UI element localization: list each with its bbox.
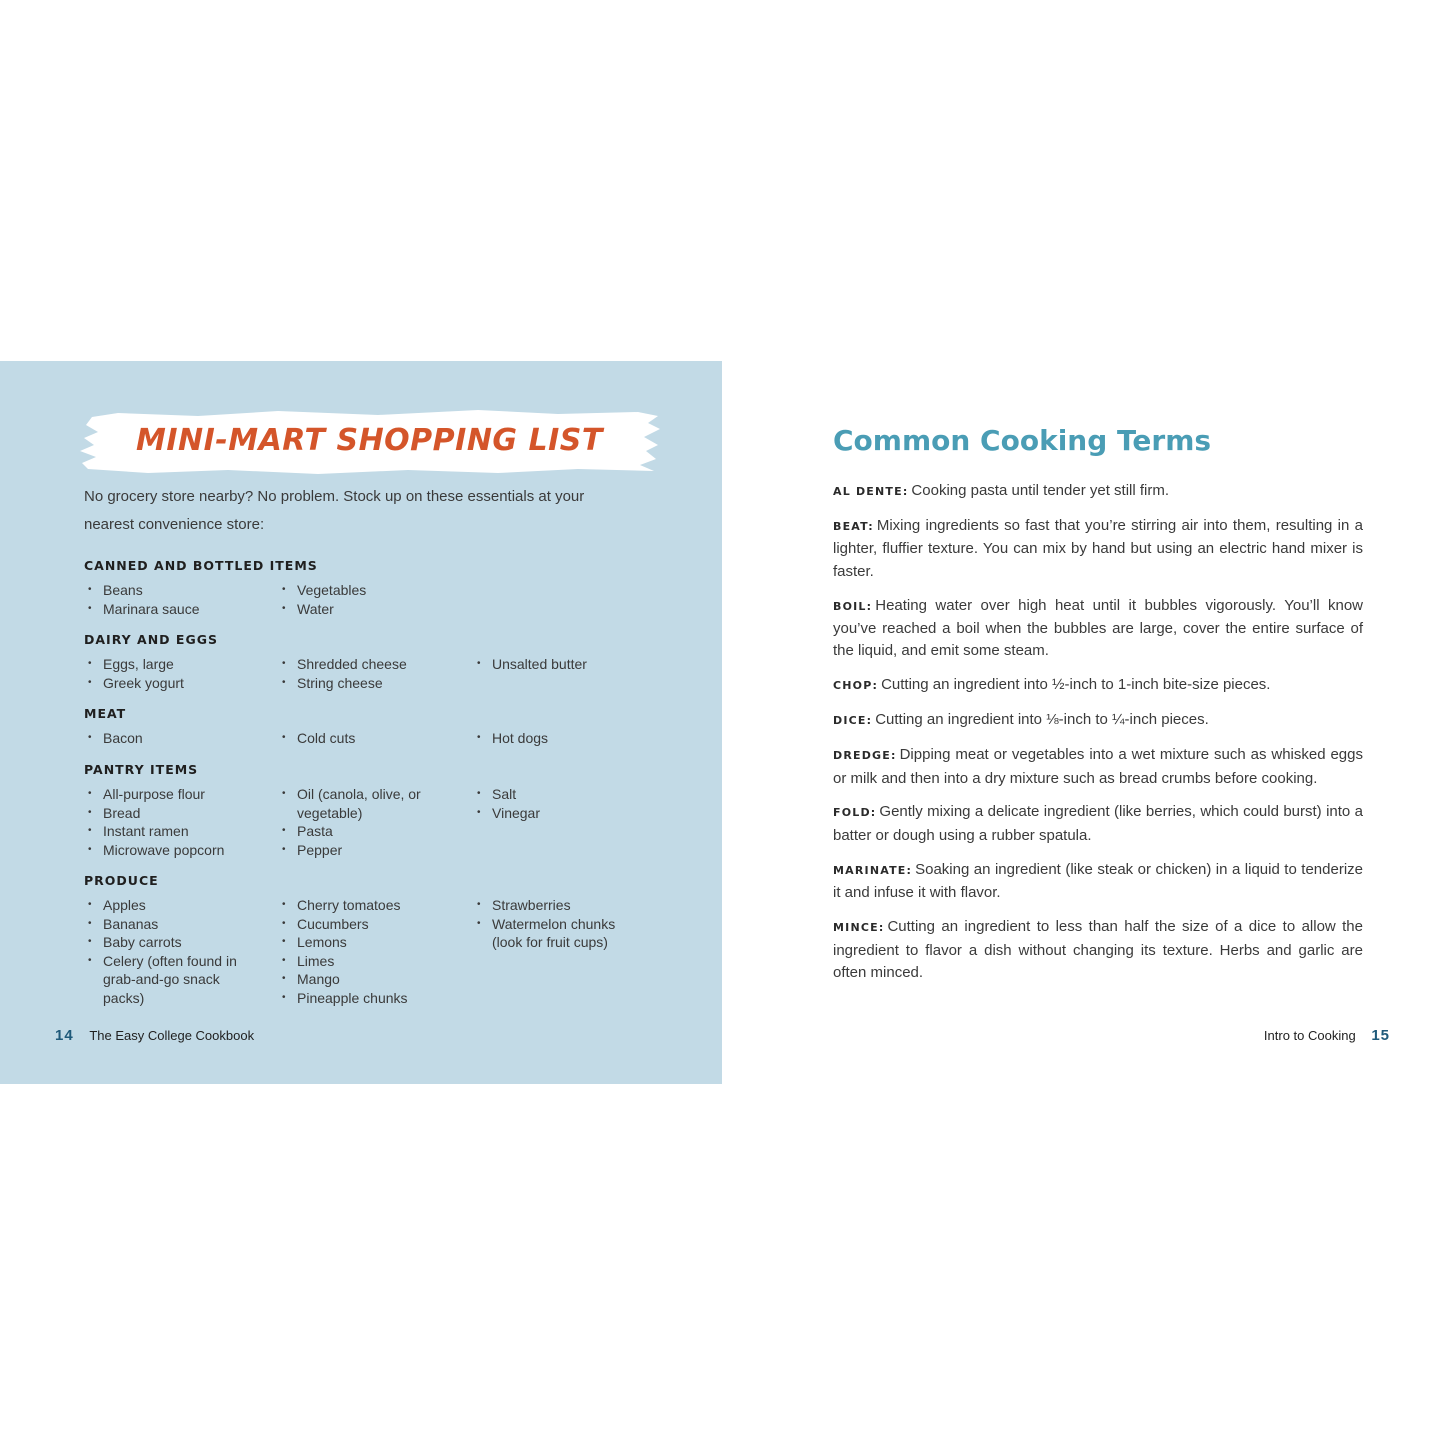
list-item: • String cheese [278,674,458,693]
list-item: • Strawberries [473,896,633,915]
term-entry [833,744,1363,790]
cooking-terms-title: Common Cooking Terms [833,424,1212,457]
list-item: • Watermelon chunks (look for fruit cups) [473,915,633,952]
term-definition: Cutting an ingredient into ½-inch to 1-inch bite-size pieces. [881,676,1271,694]
list-item: • Pasta [278,822,443,841]
produce-list-col-2 [278,896,458,1008]
term-name: CHOP: [833,679,879,693]
section-heading-dairy: DAIRY AND EGGS [84,632,218,647]
term-name: MINCE: [833,921,885,935]
term-entry [833,709,1363,732]
term-name: DREDGE: [833,749,897,763]
dairy-list-col-1 [84,655,264,692]
canned-list-col-2 [278,581,458,618]
left-page-footer [55,1027,254,1044]
list-item: • Salt [473,785,653,804]
list-item: • Hot dogs [473,729,653,748]
list-item: • Bread [84,804,264,823]
meat-list-col-2 [278,729,458,748]
list-item: • Beans [84,581,264,600]
term-definition: Gently mixing a delicate ingredient (like berries, which could burst) into a batter or dough using a rubber spatula. [833,803,1363,844]
running-title-right: Intro to Cooking [1263,1028,1356,1043]
right-page [722,361,1445,1084]
book-spread [0,361,1445,1084]
list-item: • Water [278,600,458,619]
term-definition: Cooking pasta until tender yet still firm. [911,482,1170,499]
produce-list-col-3 [473,896,633,952]
shopping-list-intro: No grocery store nearby? No problem. Stock up on these essentials at your nearest convenience store: [84,488,585,533]
running-title-left: The Easy College Cookbook [89,1028,255,1043]
term-name: MARINATE: [833,863,913,877]
section-heading-produce: PRODUCE [84,873,159,888]
page-number-left: 14 [55,1027,74,1044]
dairy-list-col-3 [473,655,653,674]
list-item: • Microwave popcorn [84,841,264,860]
list-item: • Marinara sauce [84,600,264,619]
term-definition: Mixing ingredients so fast that you’re stirring air into them, resulting in a lighter, fluffier texture. You can mix by hand but using an electric hand mixer is faster. [833,516,1363,580]
shopping-list-title: MINI-MART SHOPPING LIST [136,423,603,458]
term-entry [833,595,1363,663]
term-entry [833,515,1363,583]
list-item: • Shredded cheese [278,655,458,674]
list-item: • Oil (canola, olive, or vegetable) [278,785,443,822]
section-heading-meat: MEAT [84,706,127,721]
term-name: FOLD: [833,806,877,820]
list-item: • Cucumbers [278,915,458,934]
term-entry [833,859,1363,905]
list-item: • Mango [278,970,458,989]
list-item: • Instant ramen [84,822,264,841]
list-item: • Eggs, large [84,655,264,674]
list-item: • Pineapple chunks [278,989,458,1008]
left-page [0,361,722,1084]
list-item: • Unsalted butter [473,655,653,674]
page-number-right: 15 [1371,1027,1390,1044]
list-item: • Apples [84,896,244,915]
term-definition: Heating water over high heat until it bubbles vigorously. You’ll know you’ve reached a boil when the bubbles are large, cover the entire surface of the liquid, and emit some steam. [833,596,1363,660]
list-item: • Vegetables [278,581,458,600]
list-item: • Lemons [278,933,458,952]
term-definition: Cutting an ingredient to less than half the size of a dice to allow the ingredient to flavor a dish without changing its texture. Herbs and garlic are often minced. [833,918,1363,981]
canned-list-col-1 [84,581,264,618]
list-item: • Baby carrots [84,933,244,952]
list-item: • Pepper [278,841,443,860]
pantry-list-col-3 [473,785,653,822]
list-item: • Bananas [84,915,244,934]
term-name: DICE: [833,714,873,728]
pantry-list-col-2 [278,785,443,859]
term-definition: Cutting an ingredient into ⅛-inch to ¼-inch pieces. [875,711,1209,729]
list-item: • Vinegar [473,804,653,823]
list-item: • All-purpose flour [84,785,264,804]
list-item: • Cold cuts [278,729,458,748]
term-definition: Soaking an ingredient (like steak or chicken) in a liquid to tenderize it and infuse it with flavor. [833,860,1363,902]
cooking-terms-list [833,480,1363,996]
term-entry [833,480,1363,503]
produce-list-col-1 [84,896,244,1008]
list-item: • Greek yogurt [84,674,264,693]
list-item: • Celery (often found in grab-and-go snack packs) [84,952,244,1008]
term-entry [833,674,1363,697]
list-item: • Bacon [84,729,264,748]
term-definition: Dipping meat or vegetables into a wet mixture such as whisked eggs or milk and then into a dry mixture such as bread crumbs before cooking. [833,746,1363,787]
meat-list-col-3 [473,729,653,748]
term-name: AL DENTE: [833,485,909,498]
right-page-footer [1264,1027,1390,1044]
dairy-list-col-2 [278,655,458,692]
section-heading-canned: CANNED AND BOTTLED ITEMS [84,558,318,573]
term-entry [833,801,1363,847]
meat-list-col-1 [84,729,264,748]
term-entry [833,916,1363,984]
term-name: BOIL: [833,599,873,613]
pantry-list-col-1 [84,785,264,859]
list-item: • Cherry tomatoes [278,896,458,915]
section-heading-pantry: PANTRY ITEMS [84,762,199,777]
list-item: • Limes [278,952,458,971]
term-name: BEAT: [833,519,874,533]
